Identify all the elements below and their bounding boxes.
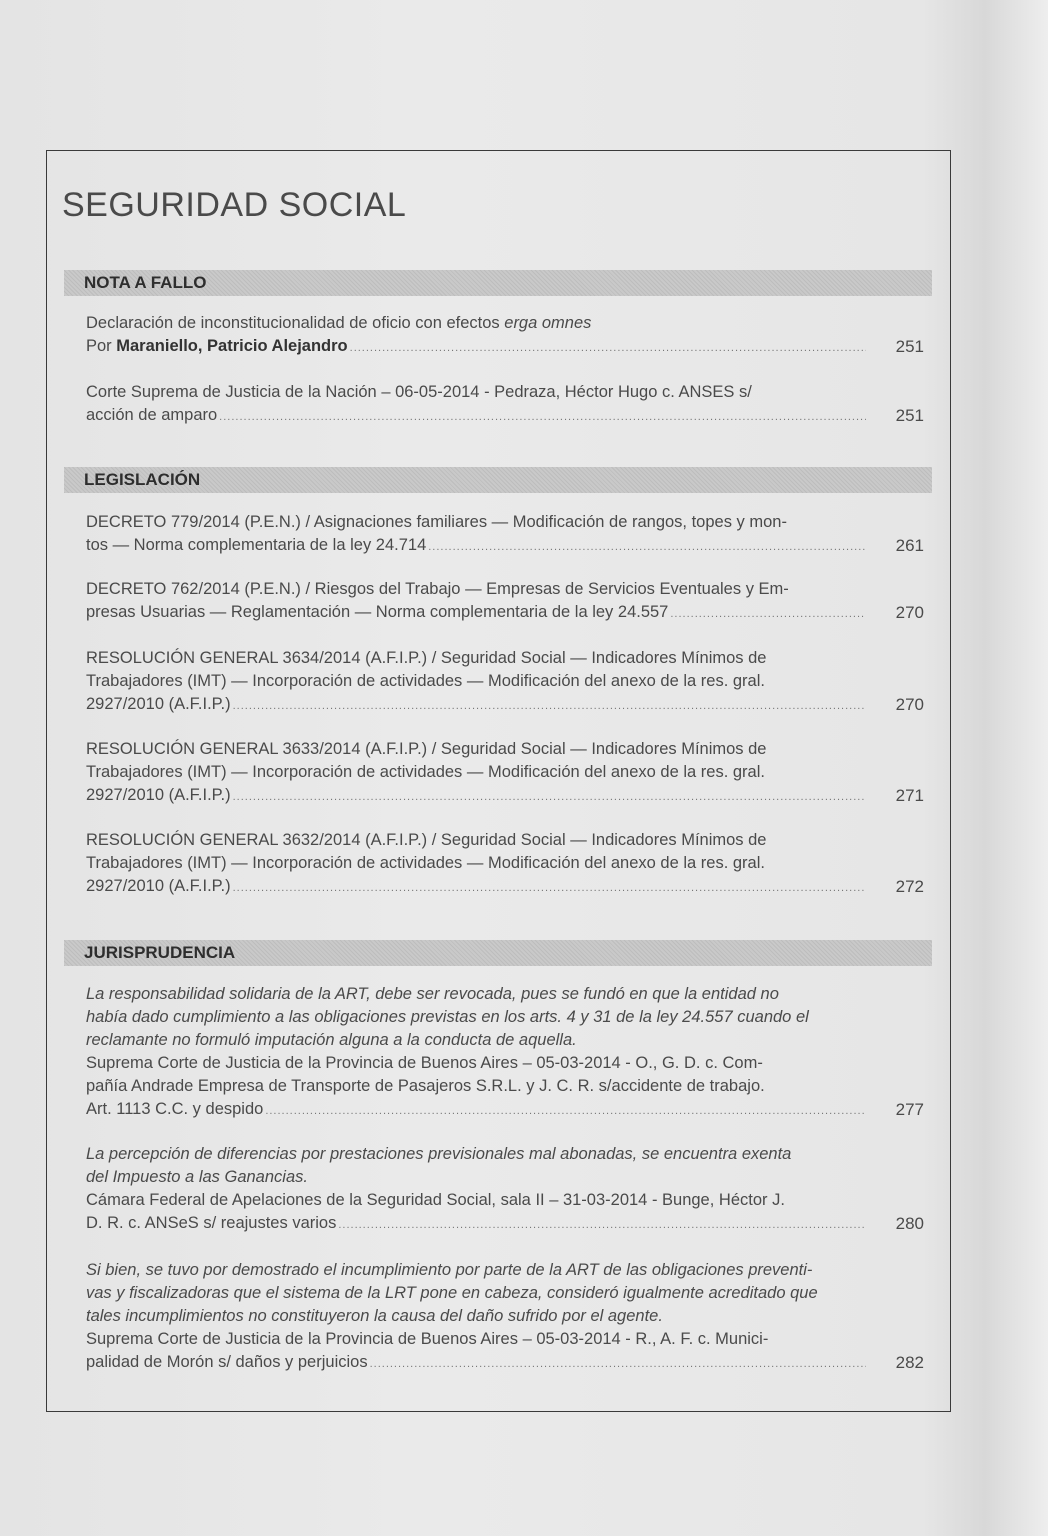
entry-text: Trabajadores (IMT) — Incorporación de actividades — Modificación del anexo de la res. gral. <box>86 763 765 781</box>
page-number: 271 <box>895 786 924 805</box>
page-number: 251 <box>895 337 924 356</box>
entry-text: Suprema Corte de Justicia de la Provincia de Buenos Aires – 05-03-2014 - R., A. F. c. Munici- <box>86 1330 769 1348</box>
entry-text: Trabajadores (IMT) — Incorporación de actividades — Modificación del anexo de la res. gral. <box>86 672 765 690</box>
entry-summary: La percepción de diferencias por prestaciones previsionales mal abonadas, se encuentra exenta <box>86 1145 792 1163</box>
page-number: 270 <box>895 695 924 714</box>
entry-summary: Si bien, se tuvo por demostrado el incumplimiento por parte de la ART de las obligaciones preventi- <box>86 1261 813 1279</box>
entry-text: 2927/2010 (A.F.I.P.) <box>86 877 231 895</box>
section-header-jurisprudencia <box>64 940 932 966</box>
entry-summary: La responsabilidad solidaria de la ART, debe ser revocada, pues se fundó en que la entidad no <box>86 985 779 1003</box>
toc-entry[interactable] <box>86 983 924 1123</box>
entry-text: Suprema Corte de Justicia de la Provincia de Buenos Aires – 05-03-2014 - O., G. D. c. Com- <box>86 1054 763 1072</box>
entry-text: DECRETO 779/2014 (P.E.N.) / Asignaciones familiares — Modificación de rangos, topes y mon- <box>86 513 787 531</box>
entry-text: RESOLUCIÓN GENERAL 3632/2014 (A.F.I.P.) / Seguridad Social — Indicadores Mínimos de <box>86 831 767 849</box>
page-number: 251 <box>895 406 924 425</box>
entry-text: pañía Andrade Empresa de Transporte de Pasajeros S.R.L. y J. C. R. s/accidente de trabajo. <box>86 1077 765 1095</box>
section-label: JURISPRUDENCIA <box>84 943 236 962</box>
entry-text: presas Usuarias — Reglamentación — Norma complementaria de la ley 24.557 <box>86 603 669 621</box>
leader-dots <box>219 406 866 429</box>
toc-entry[interactable] <box>86 381 924 429</box>
entry-text: RESOLUCIÓN GENERAL 3634/2014 (A.F.I.P.) / Seguridad Social — Indicadores Mínimos de <box>86 649 767 667</box>
page-number: 277 <box>895 1100 924 1119</box>
entry-summary: tales incumplimientos no constituyeron la causa del daño sufrido por el agente. <box>86 1307 663 1325</box>
toc-entry[interactable] <box>86 1143 924 1237</box>
leader-dots <box>233 877 866 900</box>
leader-dots <box>265 1100 866 1123</box>
entry-text: Declaración de inconstitucionalidad de oficio con efectos <box>86 314 505 332</box>
entry-summary: había dado cumplimiento a las obligaciones previstas en los arts. 4 y 31 de la ley 24.557 cuando el <box>86 1008 809 1026</box>
entry-text: Art. 1113 C.C. y despido <box>86 1100 264 1118</box>
leader-dots <box>233 695 866 718</box>
leader-dots <box>370 1353 866 1376</box>
entry-text: Cámara Federal de Apelaciones de la Seguridad Social, sala II – 31-03-2014 - Bunge, Héctor J. <box>86 1191 785 1209</box>
section-label: LEGISLACIÓN <box>84 470 201 489</box>
toc-entry[interactable] <box>86 738 924 809</box>
toc-entry[interactable] <box>86 312 924 360</box>
toc-entry[interactable] <box>86 829 924 900</box>
entry-text: palidad de Morón s/ daños y perjuicios <box>86 1353 368 1371</box>
page-number: 282 <box>895 1353 924 1372</box>
author-name: Maraniello, Patricio Alejandro <box>116 337 348 355</box>
entry-summary: vas y fiscalizadoras que el sistema de la LRT pone en cabeza, consideró igualmente acreditado que <box>86 1284 818 1302</box>
toc-entry[interactable] <box>86 647 924 718</box>
page-title: SEGURIDAD SOCIAL <box>62 186 407 224</box>
toc-entry[interactable] <box>86 1259 924 1376</box>
entry-text: Trabajadores (IMT) — Incorporación de actividades — Modificación del anexo de la res. gral. <box>86 854 765 872</box>
entry-summary: reclamante no formuló imputación alguna a la conducta de aquella. <box>86 1031 577 1049</box>
page-number: 280 <box>895 1214 924 1233</box>
leader-dots <box>670 603 866 626</box>
entry-text: DECRETO 762/2014 (P.E.N.) / Riesgos del Trabajo — Empresas de Servicios Eventuales y Em- <box>86 580 789 598</box>
section-label: NOTA A FALLO <box>84 273 207 292</box>
entry-text: tos — Norma complementaria de la ley 24.714 <box>86 536 427 554</box>
entry-text-italic: erga omnes <box>504 314 592 332</box>
leader-dots <box>428 536 866 559</box>
page-number: 261 <box>895 536 924 555</box>
leader-dots <box>338 1214 866 1237</box>
entry-text: 2927/2010 (A.F.I.P.) <box>86 695 231 713</box>
section-header-legislacion <box>64 467 932 493</box>
page-number: 272 <box>895 877 924 896</box>
leader-dots <box>233 786 866 809</box>
toc-entry[interactable] <box>86 578 924 626</box>
entry-text: acción de amparo <box>86 406 218 424</box>
entry-summary: del Impuesto a las Ganancias. <box>86 1168 308 1186</box>
entry-text: Por <box>86 337 117 355</box>
entry-text: Corte Suprema de Justicia de la Nación – 06-05-2014 - Pedraza, Héctor Hugo c. ANSES s/ <box>86 383 752 401</box>
entry-text: 2927/2010 (A.F.I.P.) <box>86 786 231 804</box>
entry-text: RESOLUCIÓN GENERAL 3633/2014 (A.F.I.P.) / Seguridad Social — Indicadores Mínimos de <box>86 740 767 758</box>
toc-entry[interactable] <box>86 511 924 559</box>
entry-text: D. R. c. ANSeS s/ reajustes varios <box>86 1214 337 1232</box>
page-number: 270 <box>895 603 924 622</box>
section-header-nota-a-fallo <box>64 270 932 296</box>
leader-dots <box>350 337 866 360</box>
